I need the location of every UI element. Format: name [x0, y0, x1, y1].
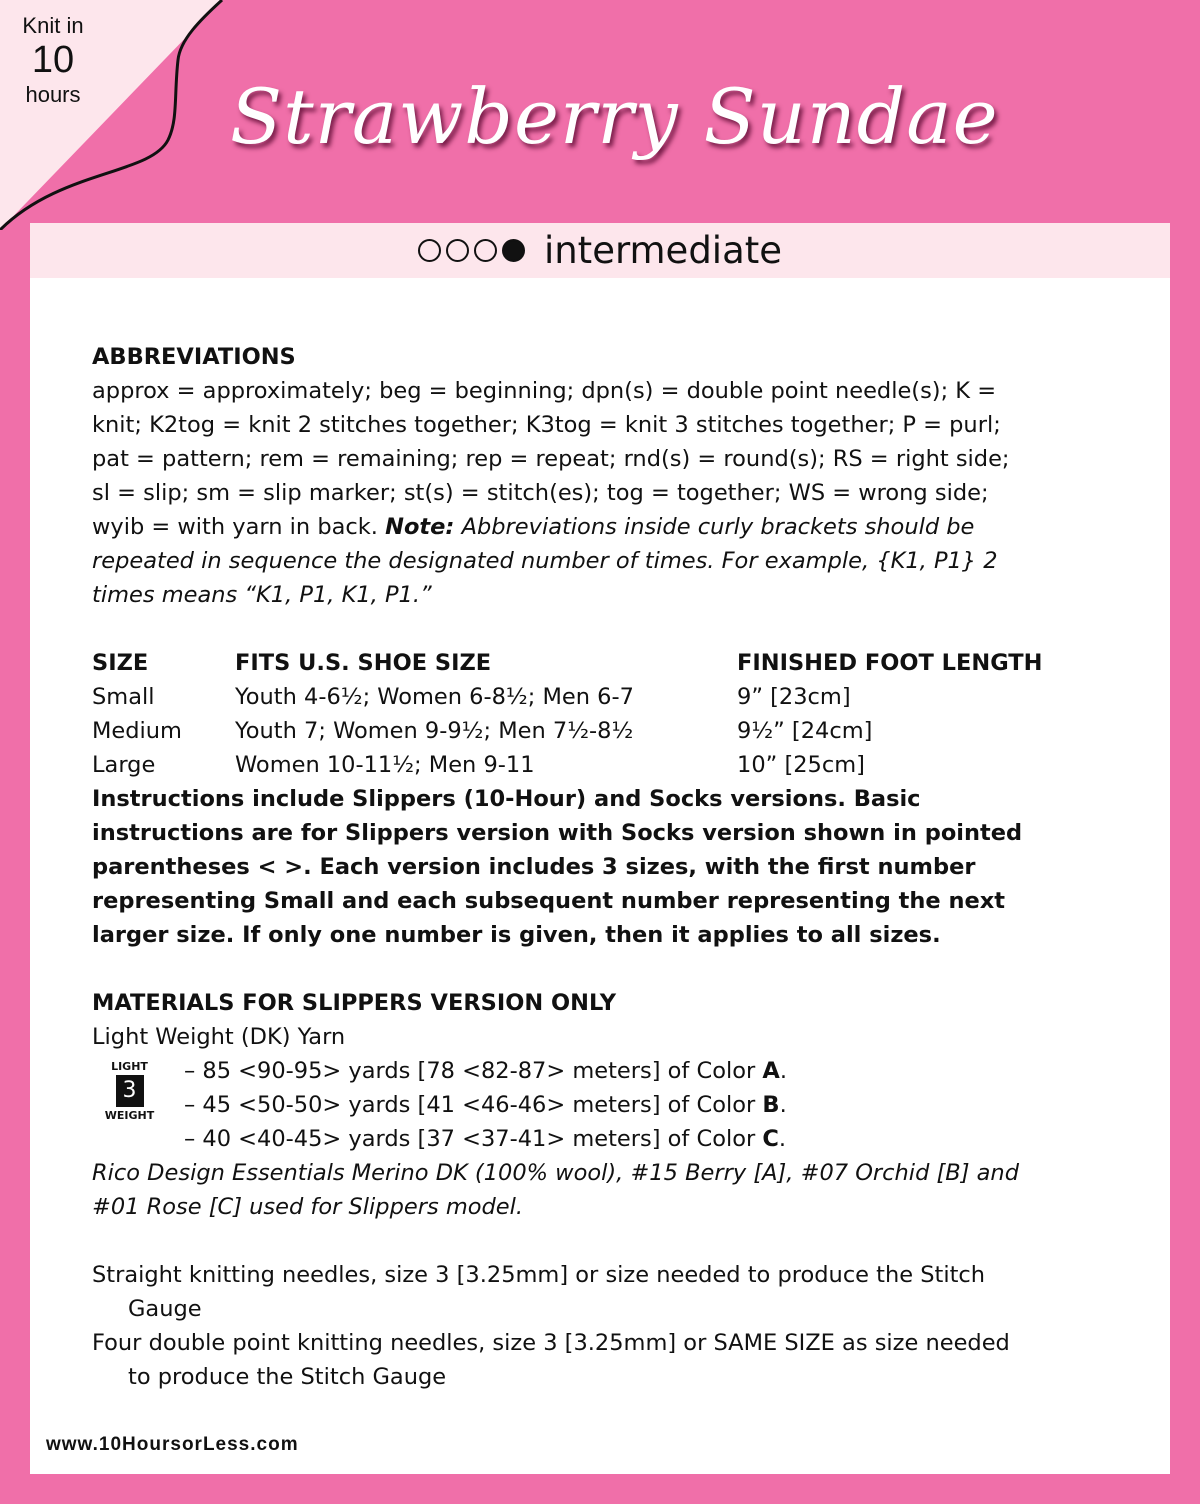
shoe-size-cell: Youth 7; Women 9-9½; Men 7½-8½	[235, 718, 634, 744]
size-cell: Small	[92, 684, 155, 710]
yarn-amount-text: – 45 <50-50> yards [41 <46-46> meters] of Color	[184, 1092, 763, 1118]
note-line: repeated in sequence the designated number of times. For example, {K1, P1} 2	[92, 548, 998, 574]
foot-length-cell: 10” [25cm]	[737, 752, 865, 778]
size-table-row	[92, 714, 1112, 748]
foot-length-col-header: FINISHED FOOT LENGTH	[737, 650, 1043, 676]
size-cell: Medium	[92, 718, 182, 744]
note-line: times means “K1, P1, K1, P1.”	[92, 582, 432, 608]
badge-line-3: hours	[25, 81, 81, 107]
yarn-weight-icon	[102, 1060, 157, 1122]
abbreviations-heading: ABBREVIATIONS	[92, 344, 296, 370]
period: .	[779, 1058, 787, 1084]
instructions-line: Instructions include Slippers (10-Hour) and Socks versions. Basic	[92, 786, 921, 812]
abbreviations-line-end: wyib = with yarn in back.	[92, 514, 386, 540]
shoe-size-cell: Women 10-11½; Men 9-11	[235, 752, 535, 778]
abbreviations-line: pat = pattern; rem = remaining; rep = repeat; rnd(s) = round(s); RS = right side;	[92, 446, 1010, 472]
pattern-content	[92, 340, 1112, 1394]
size-table-row	[92, 680, 1112, 714]
yarn-type: Light Weight (DK) Yarn	[92, 1024, 346, 1050]
skill-circle-empty-icon	[418, 239, 441, 262]
website-url: www.10HoursorLess.com	[46, 1434, 299, 1455]
pattern-title: Strawberry Sundae	[230, 72, 999, 161]
skill-circle-filled-icon	[502, 239, 525, 262]
yarn-weight-top: LIGHT	[111, 1060, 148, 1073]
skill-circle-empty-icon	[474, 239, 497, 262]
note-text: Abbreviations inside curly brackets should be	[454, 514, 975, 540]
yarn-amount-text: – 85 <90-95> yards [78 <82-87> meters] of Color	[184, 1058, 763, 1084]
note-label: Note:	[385, 514, 455, 540]
badge-line-1: Knit in	[22, 13, 84, 38]
yarn-amount-line	[184, 1088, 787, 1122]
skill-level-label: intermediate	[543, 229, 783, 272]
abbreviations-line: approx = approximately; beg = beginning; dpn(s) = double point needle(s); K =	[92, 378, 997, 404]
yarn-color-letter: B	[762, 1092, 780, 1118]
materials-heading: MATERIALS FOR SLIPPERS VERSION ONLY	[92, 990, 617, 1016]
knit-time-badge	[0, 14, 106, 106]
brand-line: Rico Design Essentials Merino DK (100% wool), #15 Berry [A], #07 Orchid [B] and	[92, 1160, 1019, 1186]
yarn-color-letter: A	[762, 1058, 780, 1084]
instructions-line: representing Small and each subsequent number representing the next	[92, 888, 1006, 914]
size-cell: Large	[92, 752, 156, 778]
size-col-header: SIZE	[92, 650, 149, 676]
brand-line: #01 Rose [C] used for Slippers model.	[92, 1194, 524, 1220]
abbreviations-last-line	[92, 510, 1112, 544]
needle-line: Straight knitting needles, size 3 [3.25mm] or size needed to produce the Stitch	[92, 1262, 986, 1288]
content-panel	[30, 223, 1170, 1474]
abbreviations-line: knit; K2tog = knit 2 stitches together; K3tog = knit 3 stitches together; P = purl;	[92, 412, 1001, 438]
yarn-amount-text: – 40 <40-45> yards [37 <37-41> meters] of Color	[184, 1126, 763, 1152]
shoe-size-col-header: FITS U.S. SHOE SIZE	[235, 650, 492, 676]
period: .	[778, 1126, 787, 1152]
badge-hours-number: 10	[31, 39, 75, 82]
foot-length-cell: 9” [23cm]	[737, 684, 851, 710]
needle-line-cont: Gauge	[128, 1296, 202, 1322]
needle-line: Four double point knitting needles, size 3 [3.25mm] or SAME SIZE as size needed	[92, 1330, 1010, 1356]
yarn-color-letter: C	[762, 1126, 779, 1152]
yarn-amount-line	[184, 1122, 787, 1156]
yarn-amounts	[92, 1054, 1112, 1156]
foot-length-cell: 9½” [24cm]	[737, 718, 873, 744]
skill-circle-empty-icon	[446, 239, 469, 262]
instructions-line: instructions are for Slippers version with Socks version shown in pointed	[92, 820, 1023, 846]
needle-line-cont: to produce the Stitch Gauge	[128, 1364, 447, 1390]
yarn-weight-bottom: WEIGHT	[104, 1109, 155, 1122]
instructions-line: parentheses < >. Each version includes 3 sizes, with the first number	[92, 854, 976, 880]
yarn-weight-number: 3	[116, 1075, 144, 1107]
shoe-size-cell: Youth 4-6½; Women 6-8½; Men 6-7	[235, 684, 634, 710]
size-table-header	[92, 646, 1112, 680]
size-table-row	[92, 748, 1112, 782]
period: .	[779, 1092, 787, 1118]
skill-level	[30, 223, 1170, 278]
instructions-line: larger size. If only one number is given, then it applies to all sizes.	[92, 922, 941, 948]
abbreviations-line: sl = slip; sm = slip marker; st(s) = stitch(es); tog = together; WS = wrong side;	[92, 480, 989, 506]
yarn-amount-line	[184, 1054, 787, 1088]
